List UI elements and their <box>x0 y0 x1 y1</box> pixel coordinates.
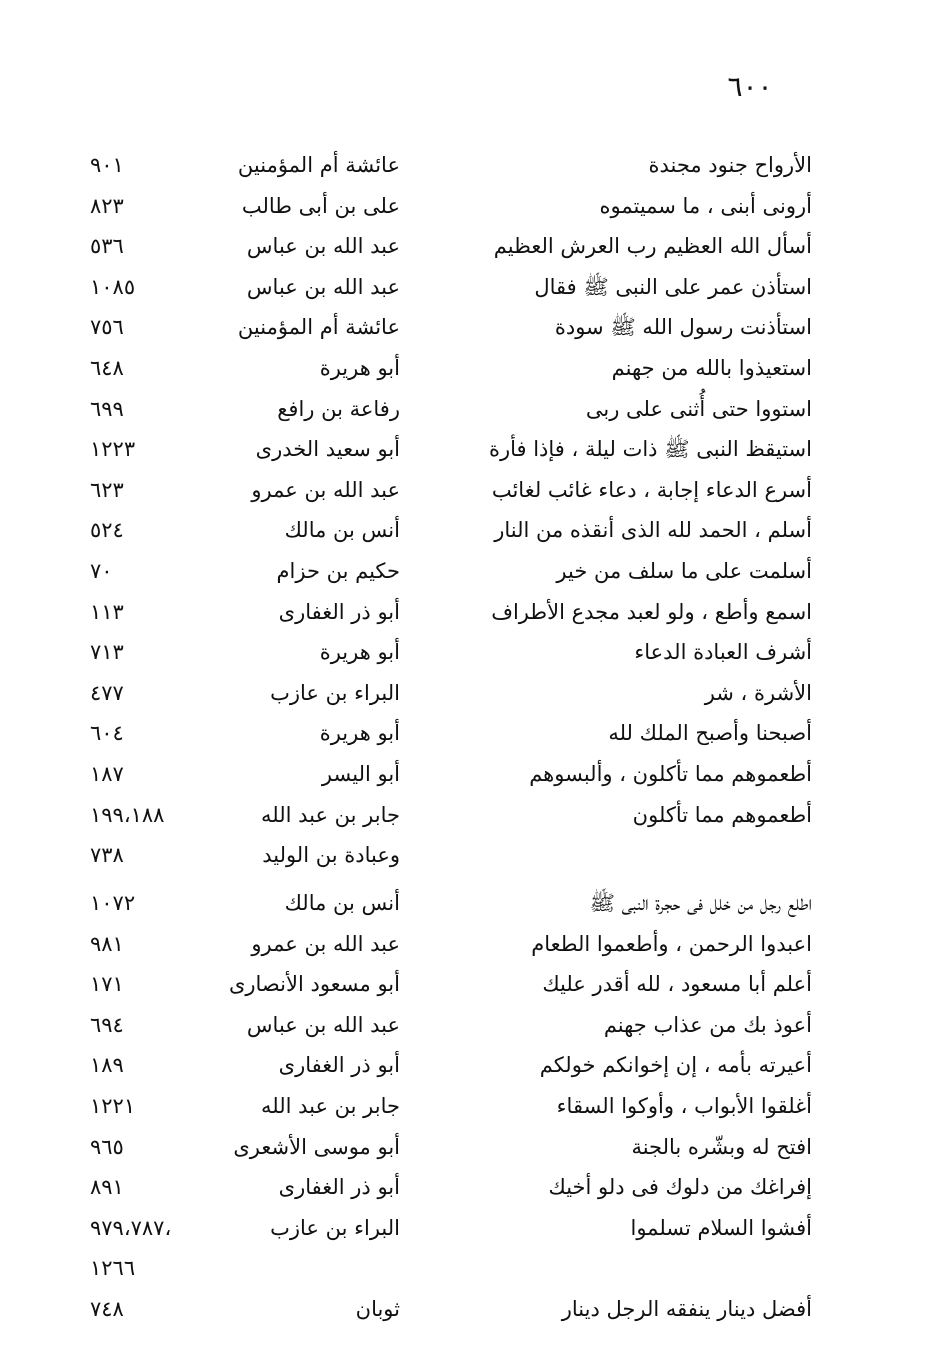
narrator-name: ثوبان <box>355 1297 400 1322</box>
hadith-number: ١٢٢٣ <box>90 437 136 462</box>
hadith-number: ١٨٧ <box>90 761 124 786</box>
narrator-name: أبو ذر الغفارى <box>278 1053 400 1078</box>
index-row <box>60 1008 820 1049</box>
hadith-number: ١٠٧٢ <box>90 891 136 916</box>
hadith-number: ٦٤٨ <box>90 355 124 380</box>
hadith-text: اطلع رجل من خلل فى حجرة النبى ﷺ <box>589 891 812 916</box>
narrator-name: أبو هريرة <box>319 721 400 746</box>
narrator-name: أبو اليسر <box>321 761 400 786</box>
hadith-text: اسمع وأطع ، ولو لعبد مجدع الأطراف <box>491 599 812 624</box>
hadith-number: ١٧١ <box>90 972 124 997</box>
hadith-index-table <box>60 148 820 1333</box>
index-row <box>60 189 820 230</box>
hadith-text: استيقظ النبى ﷺ ذات ليلة ، فإذا فأرة <box>488 437 812 462</box>
hadith-number: ١٢٢١ <box>90 1094 136 1119</box>
hadith-number: ٧١٣ <box>90 640 124 665</box>
hadith-text: إفراغك من دلوك فى دلو أخيك <box>548 1175 812 1200</box>
index-row <box>60 351 820 392</box>
narrator-name: عائشة أم المؤمنين <box>237 153 400 177</box>
index-row <box>60 1089 820 1130</box>
narrator-name: جابر بن عبد الله <box>260 1094 400 1119</box>
hadith-text: أطعموهم مما تأكلون ، وألبسوهم <box>529 761 812 786</box>
narrator-name: حكيم بن حزام <box>276 558 400 583</box>
index-row <box>60 838 820 886</box>
hadith-number: ٩٠١ <box>90 153 124 177</box>
hadith-text: استأذن عمر على النبى ﷺ فقال <box>534 274 812 299</box>
narrator-name: أنس بن مالك <box>284 891 400 916</box>
narrator-name: رفاعة بن رافع <box>277 396 400 421</box>
narrator-name: على بن أبى طالب <box>241 193 400 218</box>
index-row <box>60 1292 820 1333</box>
index-row <box>60 554 820 595</box>
index-row <box>60 886 820 927</box>
hadith-text: أعلم أبا مسعود ، لله أقدر عليك <box>542 972 812 997</box>
hadith-text: أسلمت على ما سلف من خير <box>556 558 812 583</box>
index-row <box>60 392 820 433</box>
hadith-number: ١٢٦٦ <box>90 1256 136 1281</box>
index-row <box>60 1251 820 1292</box>
index-row <box>60 676 820 717</box>
index-row <box>60 716 820 757</box>
hadith-number: ٨٢٣ <box>90 193 124 218</box>
narrator-name: أبو هريرة <box>319 355 400 380</box>
index-row <box>60 798 820 839</box>
hadith-text: أسأل الله العظيم رب العرش العظيم <box>493 234 812 259</box>
hadith-number: ١١٣ <box>90 599 124 624</box>
hadith-number: ١٠٨٥ <box>90 274 136 299</box>
hadith-text: الأرواح جنود مجندة <box>648 153 812 177</box>
narrator-name: أبو مسعود الأنصارى <box>228 972 400 997</box>
narrator-name: أبو موسى الأشعرى <box>233 1134 400 1159</box>
index-row <box>60 1130 820 1171</box>
hadith-number: ،٩٧٩،٧٨٧ <box>90 1215 172 1240</box>
index-row <box>60 927 820 968</box>
hadith-text: اعبدوا الرحمن ، وأطعموا الطعام <box>531 931 812 956</box>
index-row <box>60 1170 820 1211</box>
narrator-name: عبد الله بن عباس <box>246 234 400 259</box>
hadith-text: أرونى أبنى ، ما سميتموه <box>599 193 812 218</box>
index-row <box>60 1048 820 1089</box>
hadith-number: ٧٠ <box>90 558 113 583</box>
narrator-name: عائشة أم المؤمنين <box>237 315 400 340</box>
hadith-text: أصبحنا وأصبح الملك لله <box>608 721 812 746</box>
hadith-text: استعيذوا بالله من جهنم <box>611 355 812 380</box>
index-row <box>60 1211 820 1252</box>
index-row <box>60 635 820 676</box>
hadith-text: أسلم ، الحمد لله الذى أنقذه من النار <box>494 518 812 543</box>
narrator-name: وعبادة بن الوليد <box>262 843 400 868</box>
hadith-text: الأشرة ، شر <box>704 680 812 705</box>
hadith-number: ٤٧٧ <box>90 680 124 705</box>
hadith-number: ٥٢٤ <box>90 518 124 543</box>
index-row <box>60 148 820 189</box>
narrator-name: أبو هريرة <box>319 640 400 665</box>
hadith-number: ٦٩٤ <box>90 1012 124 1037</box>
hadith-text: أغلقوا الأبواب ، وأوكوا السقاء <box>556 1094 812 1119</box>
index-row <box>60 595 820 636</box>
hadith-number: ٩٦٥ <box>90 1134 124 1159</box>
hadith-text: أطعموهم مما تأكلون <box>632 802 812 827</box>
index-row <box>60 473 820 514</box>
hadith-number: ١٩٩،١٨٨ <box>90 802 165 827</box>
hadith-number: ٧٤٨ <box>90 1297 124 1322</box>
page-number: ٦٠٠ <box>727 70 773 103</box>
narrator-name: أبو ذر الغفارى <box>278 599 400 624</box>
narrator-name: جابر بن عبد الله <box>260 802 400 827</box>
index-row <box>60 432 820 473</box>
narrator-name: عبد الله بن عمرو <box>251 477 400 502</box>
hadith-text: استأذنت رسول الله ﷺ سودة <box>554 315 812 340</box>
narrator-name: أنس بن مالك <box>284 518 400 543</box>
hadith-number: ٨٩١ <box>90 1175 124 1200</box>
hadith-number: ٧٥٦ <box>90 315 124 340</box>
hadith-number: ١٨٩ <box>90 1053 124 1078</box>
hadith-number: ٩٨١ <box>90 931 124 956</box>
narrator-name: البراء بن عازب <box>270 1215 400 1240</box>
hadith-text: أعيرته بأمه ، إن إخوانكم خولكم <box>539 1053 812 1078</box>
hadith-number: ٦٠٤ <box>90 721 124 746</box>
hadith-text: أفشوا السلام تسلموا <box>630 1215 812 1240</box>
index-row <box>60 310 820 351</box>
hadith-text: أشرف العبادة الدعاء <box>634 640 812 665</box>
narrator-name: أبو ذر الغفارى <box>278 1175 400 1200</box>
narrator-name: عبد الله بن عباس <box>246 274 400 299</box>
hadith-text: استووا حتى أُثنى على ربى <box>585 396 812 421</box>
index-row <box>60 270 820 311</box>
index-row <box>60 513 820 554</box>
hadith-number: ٥٣٦ <box>90 234 124 259</box>
narrator-name: عبد الله بن عمرو <box>251 931 400 956</box>
hadith-text: أسرع الدعاء إجابة ، دعاء غائب لغائب <box>491 477 812 502</box>
hadith-number: ٦٩٩ <box>90 396 124 421</box>
index-row <box>60 229 820 270</box>
narrator-name: عبد الله بن عباس <box>246 1012 400 1037</box>
index-row <box>60 757 820 798</box>
hadith-number: ٧٣٨ <box>90 843 124 868</box>
hadith-text: أعوذ بك من عذاب جهنم <box>603 1012 812 1037</box>
hadith-text: أفضل دينار ينفقه الرجل دينار <box>561 1297 812 1322</box>
hadith-number: ٦٢٣ <box>90 477 124 502</box>
index-row <box>60 967 820 1008</box>
narrator-name: أبو سعيد الخدرى <box>255 437 400 462</box>
narrator-name: البراء بن عازب <box>270 680 400 705</box>
hadith-text: افتح له وبشّره بالجنة <box>631 1134 812 1159</box>
